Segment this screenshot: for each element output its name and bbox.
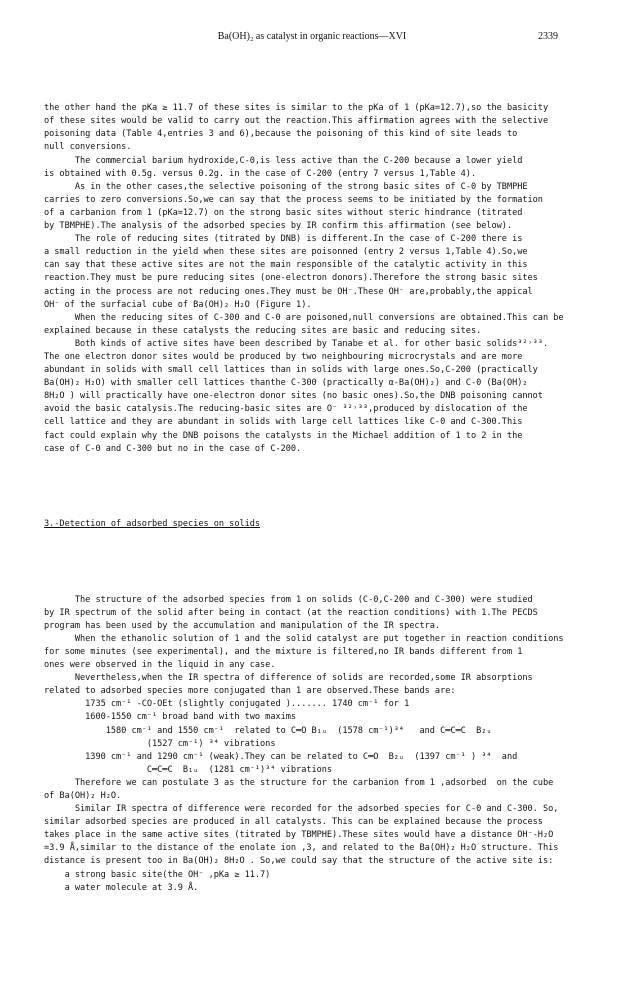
text-line: cell lattice and they are abundant in solids with large cell lattices like C-0 and C-300.This bbox=[44, 417, 523, 428]
text-line: C═C═C B₁ᵤ (1281 cm⁻¹)³⁴ vibrations bbox=[44, 764, 333, 775]
text-line: case of C-0 and C-300 but no in the case of C-200. bbox=[44, 443, 302, 454]
text-line: of Ba(OH)₂ H₂O. bbox=[44, 790, 122, 801]
text-line: Both kinds of active sites have been described by Tanabe et al. for other basic solids³²˒³³. bbox=[44, 338, 549, 349]
paragraph bbox=[44, 338, 584, 456]
paragraph bbox=[44, 633, 584, 672]
text-line: poisoning data (Table 4,entries 3 and 6),because the poisoning of this kind of site leads to bbox=[44, 129, 518, 140]
text-line: a small reduction in the yield when these sites are poisonned (entry 2 versus 1,Table 4).So,we bbox=[44, 247, 528, 258]
text-line: 8H₂O ) will practically have one-electron donor sites (no basic ones).So,the DNB poisoning cannot bbox=[44, 391, 543, 402]
text-line: The role of reducing sites (titrated by DNB) is different.In the case of C-200 there is bbox=[44, 234, 523, 245]
text-line: by TBMPHE).The analysis of the adsorbed species by IR confirm this affirmation (see below). bbox=[44, 221, 513, 232]
text-line: reaction.They must be pure reducing sites (one-electron donors).Therefore the strong basic sites bbox=[44, 273, 538, 284]
text-line: The one electron donor sites would be produced by two neighbouring microcrystals and are more bbox=[44, 351, 523, 362]
text-line: The structure of the adsorbed species from 1 on solids (C-0,C-200 and C-300) were studied bbox=[44, 594, 533, 605]
section-heading: 3.-Detection of adsorbed species on solids bbox=[44, 519, 261, 530]
text-line: OH⁻ of the surfacial cube of Ba(OH)₂ H₂O (Figure 1). bbox=[44, 299, 312, 310]
text-line: Therefore we can postulate 3 as the structure for the carbanion from 1 ,adsorbed on the cube bbox=[44, 777, 554, 788]
text-line: acting in the process are not reducing ones.They must be OH⁻.These OH⁻ are,probably,the appical bbox=[44, 286, 533, 297]
text-line: of a carbanion from 1 (pKa=12.7) on the strong basic sites without steric hindrance (titrated bbox=[44, 207, 523, 218]
text-line: carries to zero conversions.So,we can say that the process seems to be initiated by the formation bbox=[44, 194, 543, 205]
text-line: a strong basic site(the OH⁻ ,pKa ≥ 11.7) bbox=[44, 869, 271, 880]
text-line: ones were observed in the liquid in any case. bbox=[44, 660, 276, 671]
text-line: avoid the basic catalysis.The reducing-basic sites are O⁻ ³²˒³³,produced by dislocation of the bbox=[44, 404, 528, 415]
text-line: program has been used by the accumulation and manipulation of the IR spectra. bbox=[44, 620, 441, 631]
running-header bbox=[66, 30, 558, 44]
text-line: the other hand the pKa ≥ 11.7 of these sites is similar to the pKa of 1 (pKa=12.7),so the basicity bbox=[44, 103, 549, 114]
text-line: by IR spectrum of the solid after being in contact (at the reaction conditions) with 1.The PECDS bbox=[44, 607, 538, 618]
text-line: distance is present too in Ba(OH)₂ 8H₂O . So,we could say that the structure of the active site is: bbox=[44, 856, 554, 867]
text-line: similar adsorbed species are produced in all catalysts. This can be explained because the process bbox=[44, 817, 543, 828]
text-line: of these sites would be valid to carry out the reaction.This affirmation agrees with the selective bbox=[44, 116, 549, 127]
text-line: Similar IR spectra of difference were recorded for the adsorbed species for C-0 and C-300. So, bbox=[44, 804, 559, 815]
text-line: =3.9 Å,similar to the distance of the enolate ion ,3, and related to the Ba(OH)₂ H₂O structure. This bbox=[44, 843, 559, 854]
text-line: As in the other cases,the selective poisoning of the strong basic sites of C-0 by TBMPHE bbox=[44, 181, 528, 192]
paragraph bbox=[44, 233, 584, 312]
text-line: 1600-1550 cm⁻¹ broad band with two maxims bbox=[44, 712, 297, 723]
text-line: fact could explain why the DNB poisons the catalysts in the Michael addition of 1 to 2 in the bbox=[44, 430, 523, 441]
text-line: is obtained with 0.5g. versus 0.2g. in the case of C-200 (entry 7 versus 1,Table 4). bbox=[44, 168, 477, 179]
text-line: 1390 cm⁻¹ and 1290 cm⁻¹ (weak).They can be related to C═O B₂ᵤ (1397 cm⁻¹ ) ³⁴ and bbox=[44, 751, 518, 762]
paragraph bbox=[44, 672, 584, 803]
paragraph bbox=[44, 594, 584, 633]
text-line: 1580 cm⁻¹ and 1550 cm⁻¹ related to C═O B₁ᵤ (1578 cm⁻¹)³⁴ and C═C═C B₂ᵤ bbox=[44, 725, 492, 736]
text-line: takes place in the same active sites (titrated by TBMPHE).These sites would have a distance OH⁻-H₂O bbox=[44, 830, 554, 841]
text-line: Ba(OH)₂ H₂O) with smaller cell lattices thanthe C-300 (practically α-Ba(OH)₂) and C-0 (Ba(OH)₂ bbox=[44, 378, 528, 389]
paragraph bbox=[44, 102, 584, 154]
text-line: abundant in solids with small cell lattices than in solids with large ones.So,C-200 (practically bbox=[44, 365, 538, 376]
running-title: Ba(OH)₂ as catalyst in organic reactions—XVI bbox=[217, 31, 407, 42]
text-line: explained because in these catalysts the reducing sites are basic and reducing sites. bbox=[44, 325, 482, 336]
text-line: for some minutes (see experimental), and the mixture is filtered,no IR bands different from 1 bbox=[44, 646, 523, 657]
discussion-paragraphs bbox=[44, 102, 584, 456]
paragraph bbox=[44, 803, 584, 895]
text-line: Nevertheless,when the IR spectra of difference of solids are recorded,some IR absorptions bbox=[44, 673, 533, 684]
text-line: 1735 cm⁻¹ -CO-OEt (slightly conjugated )....... 1740 cm⁻¹ for 1 bbox=[44, 699, 410, 710]
text-line: related to adsorbed species more conjugated than 1 are observed.These bands are: bbox=[44, 686, 456, 697]
text-line: (1527 cm⁻¹) ³⁴ vibrations bbox=[44, 738, 276, 749]
text-line: a water molecule at 3.9 Å. bbox=[44, 882, 199, 893]
text-line: When the ethanolic solution of 1 and the solid catalyst are put together in reaction conditions bbox=[44, 633, 564, 644]
paragraph bbox=[44, 312, 584, 338]
paragraph bbox=[44, 155, 584, 234]
body-text bbox=[44, 76, 584, 921]
text-line: When the reducing sites of C-300 and C-0 are poisoned,null conversions are obtained.This can be bbox=[44, 312, 564, 323]
text-line: null conversions. bbox=[44, 142, 132, 153]
section-paragraphs bbox=[44, 594, 584, 895]
text-line: The commercial barium hydroxide,C-0,is less active than the C-200 because a lower yield bbox=[44, 155, 523, 166]
text-line: can say that these active sites are not the main responsible of the catalytic activity in this bbox=[44, 260, 528, 271]
page-number: 2339 bbox=[538, 31, 558, 42]
